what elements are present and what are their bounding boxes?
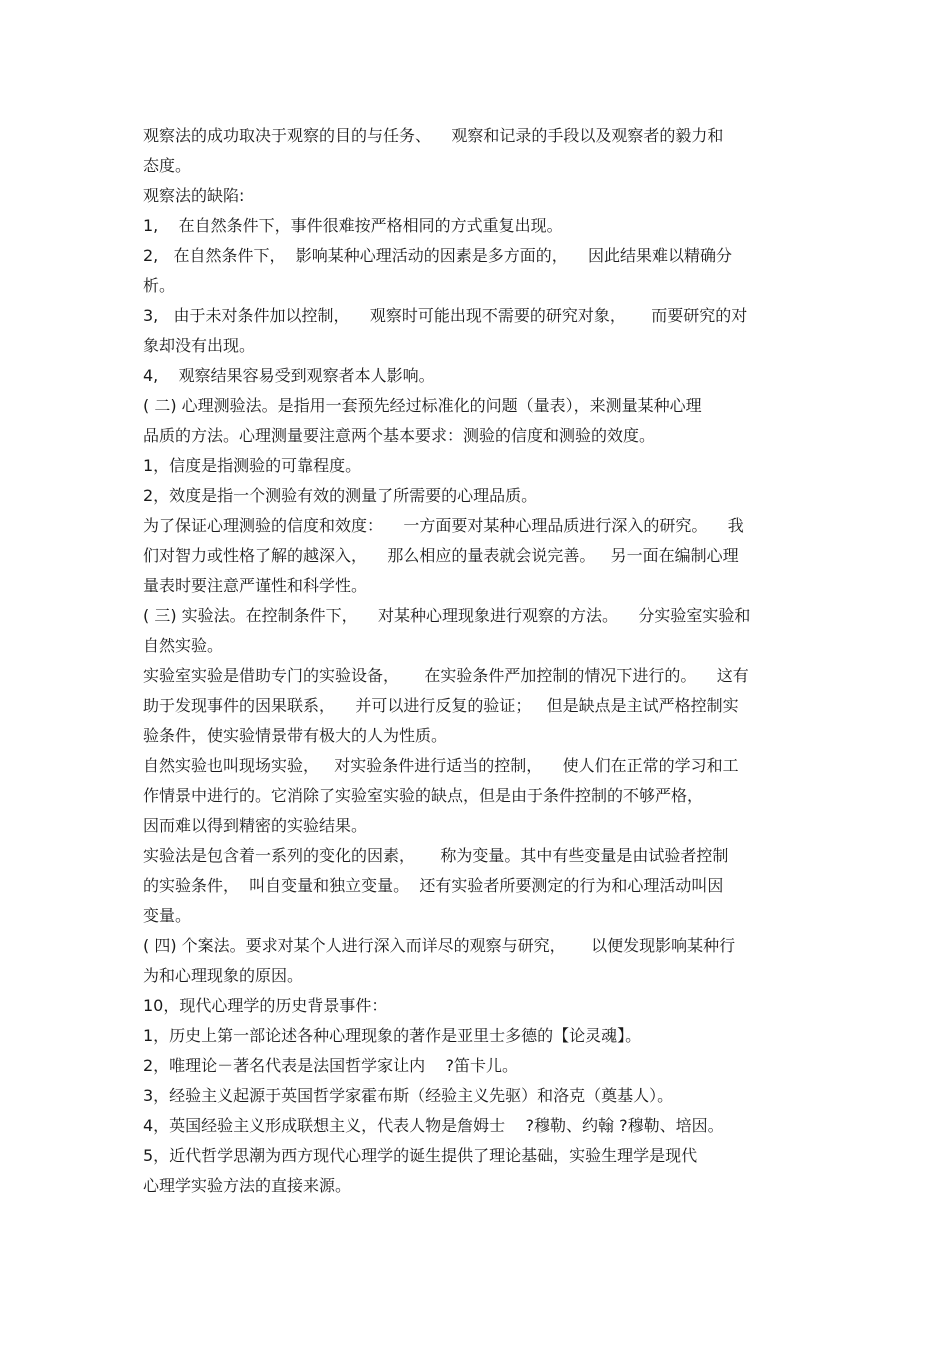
text-line: 品质的方法。心理测量要注意两个基本要求：测验的信度和测验的效度。 bbox=[143, 426, 656, 445]
text-line: 4, 观察结果容易受到观察者本人影响。 bbox=[143, 366, 435, 385]
text-line: 量表时要注意严谨性和科学性。 bbox=[143, 576, 368, 595]
text-line: ( 二) 心理测验法。是指用一套预先经过标准化的问题（量表），来测量某种心理 bbox=[143, 396, 702, 415]
text-line: 2，唯理论－著名代表是法国哲学家让内 ?笛卡儿。 bbox=[143, 1056, 519, 1075]
text-line: 析。 bbox=[143, 276, 176, 295]
text-line: 自然实验。 bbox=[143, 636, 224, 655]
text-line: 为和心理现象的原因。 bbox=[143, 966, 304, 985]
text-line: 心理学实验方法的直接来源。 bbox=[143, 1176, 352, 1195]
text-line: 2, 在自然条件下， 影响某种心理活动的因素是多方面的， 因此结果难以精确分 bbox=[143, 246, 733, 265]
text-line: 因而难以得到精密的实验结果。 bbox=[143, 816, 368, 835]
text-line: 1, 在自然条件下，事件很难按严格相同的方式重复出现。 bbox=[143, 216, 563, 235]
text-line: ( 四) 个案法。要求对某个人进行深入而详尽的观察与研究， 以便发现影响某种行 bbox=[143, 936, 736, 955]
text-line: 3，经验主义起源于英国哲学家霍布斯（经验主义先驱）和洛克（奠基人）。 bbox=[143, 1086, 674, 1105]
text-line: 1，信度是指测验的可靠程度。 bbox=[143, 456, 362, 475]
text-line: 1，历史上第一部论述各种心理现象的著作是亚里士多德的【论灵魂】。 bbox=[143, 1026, 642, 1045]
text-line: 2，效度是指一个测验有效的测量了所需要的心理品质。 bbox=[143, 486, 538, 505]
text-line: 观察法的成功取决于观察的目的与任务、 观察和记录的手段以及观察者的毅力和 bbox=[143, 126, 724, 145]
text-line: 作情景中进行的。它消除了实验室实验的缺点，但是由于条件控制的不够严格， bbox=[143, 786, 704, 805]
text-line: 3, 由于未对条件加以控制， 观察时可能出现不需要的研究对象， 而要研究的对 bbox=[143, 306, 748, 325]
text-line: 自然实验也叫现场实验， 对实验条件进行适当的控制， 使人们在正常的学习和工 bbox=[143, 756, 739, 775]
text-line: 态度。 bbox=[143, 156, 192, 175]
text-line: ( 三) 实验法。在控制条件下， 对某种心理现象进行观察的方法。 分实验室实验和 bbox=[143, 606, 751, 625]
text-line: 为了保证心理测验的信度和效度： 一方面要对某种心理品质进行深入的研究。 我 bbox=[143, 516, 744, 535]
text-line: 验条件，使实验情景带有极大的人为性质。 bbox=[143, 726, 448, 745]
text-line: 实验室实验是借助专门的实验设备， 在实验条件严加控制的情况下进行的。 这有 bbox=[143, 666, 749, 685]
text-line: 10，现代心理学的历史背景事件： bbox=[143, 996, 388, 1015]
document-body bbox=[143, 121, 808, 1201]
text-line: 的实验条件， 叫自变量和独立变量。 还有实验者所要测定的行为和心理活动叫因 bbox=[143, 876, 724, 895]
text-line: 变量。 bbox=[143, 906, 192, 925]
text-line: 5，近代哲学思潮为西方现代心理学的诞生提供了理论基础，实验生理学是现代 bbox=[143, 1146, 698, 1165]
text-line: 观察法的缺陷: bbox=[143, 186, 245, 205]
text-line: 实验法是包含着一系列的变化的因素， 称为变量。其中有些变量是由试验者控制 bbox=[143, 846, 729, 865]
text-line: 助于发现事件的因果联系， 并可以进行反复的验证； 但是缺点是主试严格控制实 bbox=[143, 696, 739, 715]
text-line: 象却没有出现。 bbox=[143, 336, 256, 355]
text-line: 们对智力或性格了解的越深入， 那么相应的量表就会说完善。 另一面在编制心理 bbox=[143, 546, 739, 565]
text-line: 4，英国经验主义形成联想主义，代表人物是詹姆士 ?穆勒、约翰 ?穆勒、培因。 bbox=[143, 1116, 724, 1135]
